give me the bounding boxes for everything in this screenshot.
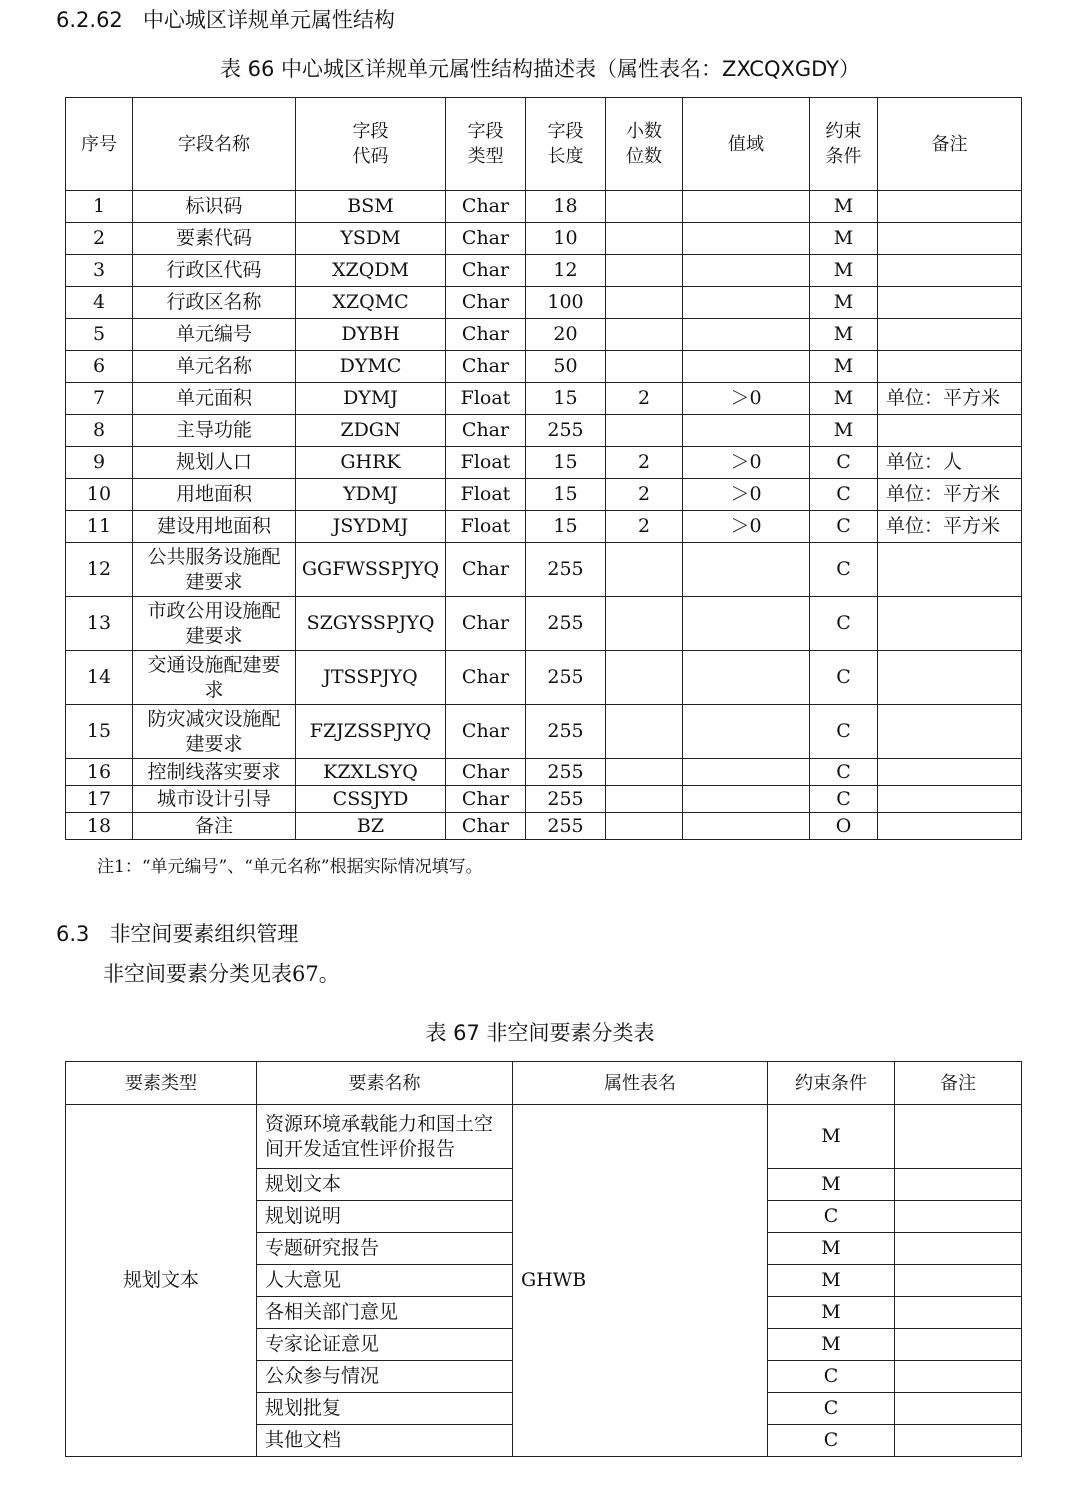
table-row <box>66 813 1022 840</box>
table-cell: 单元面积 <box>133 383 296 415</box>
table-cell: M <box>810 383 878 415</box>
table-row <box>66 511 1022 543</box>
table-cell: 备注 <box>133 813 296 840</box>
table-cell <box>683 415 810 447</box>
table-66-note: 注1：“单元编号”、“单元名称”根据实际情况填写。 <box>97 857 483 877</box>
table-cell: M <box>810 223 878 255</box>
table-cell: 10 <box>526 223 606 255</box>
table-cell: 255 <box>526 651 606 705</box>
table-cell <box>606 319 683 351</box>
table-cell <box>606 651 683 705</box>
remark-cell <box>895 1233 1022 1265</box>
header-cell: 字段名称 <box>133 98 296 191</box>
header-cell: 备注 <box>895 1062 1022 1105</box>
table-row <box>66 383 1022 415</box>
table-cell <box>683 287 810 319</box>
paragraph: 非空间要素分类见表67。 <box>103 962 340 986</box>
table-cell: C <box>810 511 878 543</box>
element-name-cell: 人大意见 <box>257 1265 513 1297</box>
table-cell <box>878 597 1022 651</box>
table-cell: 17 <box>66 786 133 813</box>
table-cell <box>606 543 683 597</box>
table-cell: 18 <box>526 191 606 223</box>
header-cell: 约束条件 <box>768 1062 895 1105</box>
table-67-header-row <box>66 1062 1022 1105</box>
header-cell: 要素类型 <box>66 1062 257 1105</box>
table-cell: 单位：平方米 <box>878 511 1022 543</box>
table-cell <box>683 786 810 813</box>
header-cell: 约束条件 <box>810 98 878 191</box>
table-cell: ZDGN <box>296 415 446 447</box>
table-cell: GHRK <box>296 447 446 479</box>
table-cell: 14 <box>66 651 133 705</box>
table-cell: C <box>810 651 878 705</box>
table-row <box>66 255 1022 287</box>
table-cell <box>878 786 1022 813</box>
table-cell: CSSJYD <box>296 786 446 813</box>
table-cell: M <box>810 319 878 351</box>
table-cell <box>683 255 810 287</box>
table-cell: 单元名称 <box>133 351 296 383</box>
table-row <box>66 543 1022 597</box>
table-cell <box>683 759 810 786</box>
header-cell: 要素名称 <box>257 1062 513 1105</box>
element-name-cell: 专题研究报告 <box>257 1233 513 1265</box>
constraint-cell: C <box>768 1425 895 1457</box>
table-cell: YSDM <box>296 223 446 255</box>
remark-cell <box>895 1297 1022 1329</box>
table-cell <box>878 705 1022 759</box>
table-cell: Char <box>446 287 526 319</box>
table-cell <box>606 351 683 383</box>
table-cell <box>606 759 683 786</box>
remark-cell <box>895 1393 1022 1425</box>
element-name-cell: 其他文档 <box>257 1425 513 1457</box>
table-cell <box>606 223 683 255</box>
attribute-table-name-cell: GHWB <box>513 1105 768 1457</box>
table-cell: BSM <box>296 191 446 223</box>
table-cell: 255 <box>526 415 606 447</box>
table-row <box>66 319 1022 351</box>
remark-cell <box>895 1329 1022 1361</box>
constraint-cell: C <box>768 1361 895 1393</box>
table-cell: 255 <box>526 597 606 651</box>
element-name-cell: 专家论证意见 <box>257 1329 513 1361</box>
table-cell: YDMJ <box>296 479 446 511</box>
table-cell: 15 <box>526 511 606 543</box>
table-cell: Char <box>446 597 526 651</box>
table-cell: Char <box>446 651 526 705</box>
header-cell: 序号 <box>66 98 133 191</box>
table-cell: 城市设计引导 <box>133 786 296 813</box>
remark-cell <box>895 1425 1022 1457</box>
table-cell: Char <box>446 351 526 383</box>
element-name-cell: 规划文本 <box>257 1169 513 1201</box>
table-cell: 50 <box>526 351 606 383</box>
table-cell <box>606 597 683 651</box>
table-cell: 100 <box>526 287 606 319</box>
constraint-cell: M <box>768 1105 895 1169</box>
constraint-cell: M <box>768 1329 895 1361</box>
remark-cell <box>895 1201 1022 1233</box>
table-row <box>66 415 1022 447</box>
table-cell <box>606 813 683 840</box>
table-cell: JSYDMJ <box>296 511 446 543</box>
table-cell: 2 <box>66 223 133 255</box>
table-cell: BZ <box>296 813 446 840</box>
header-cell: 备注 <box>878 98 1022 191</box>
table-cell <box>878 759 1022 786</box>
table-cell <box>683 813 810 840</box>
table-cell: DYBH <box>296 319 446 351</box>
section-number: 6.2.62 <box>56 8 123 32</box>
table-cell: GGFWSSPJYQ <box>296 543 446 597</box>
table-cell: DYMC <box>296 351 446 383</box>
table-cell: 市政公用设施配建要求 <box>133 597 296 651</box>
table-66 <box>65 97 1022 840</box>
table-cell: M <box>810 191 878 223</box>
table-cell: 8 <box>66 415 133 447</box>
table-cell: 5 <box>66 319 133 351</box>
table-cell: 1 <box>66 191 133 223</box>
constraint-cell: M <box>768 1297 895 1329</box>
table-row <box>66 191 1022 223</box>
table-cell: Char <box>446 705 526 759</box>
table-cell: 15 <box>526 479 606 511</box>
table-row <box>66 597 1022 651</box>
table-cell: 10 <box>66 479 133 511</box>
section-title: 中心城区详规单元属性结构 <box>142 8 395 32</box>
remark-cell <box>895 1105 1022 1169</box>
table-cell: DYMJ <box>296 383 446 415</box>
table-cell <box>878 255 1022 287</box>
section-title: 非空间要素组织管理 <box>109 922 299 946</box>
table-cell: 主导功能 <box>133 415 296 447</box>
table-cell: SZGYSSPJYQ <box>296 597 446 651</box>
table-cell: ＞0 <box>683 479 810 511</box>
table-cell: 3 <box>66 255 133 287</box>
table-cell <box>878 415 1022 447</box>
table-cell <box>878 287 1022 319</box>
table-cell <box>878 813 1022 840</box>
table-cell: JTSSPJYQ <box>296 651 446 705</box>
table-cell: 7 <box>66 383 133 415</box>
table-cell: 单位：平方米 <box>878 479 1022 511</box>
table-cell <box>606 191 683 223</box>
table-cell <box>683 319 810 351</box>
table-cell: 2 <box>606 447 683 479</box>
table-67-caption: 表 67 非空间要素分类表 <box>425 1021 655 1045</box>
table-cell: 规划人口 <box>133 447 296 479</box>
table-cell: M <box>810 415 878 447</box>
table-cell <box>683 191 810 223</box>
table-cell: M <box>810 255 878 287</box>
table-cell: 行政区代码 <box>133 255 296 287</box>
table-cell: C <box>810 597 878 651</box>
table-cell: 2 <box>606 479 683 511</box>
table-cell: XZQDM <box>296 255 446 287</box>
table-cell <box>878 319 1022 351</box>
table-cell: Float <box>446 447 526 479</box>
header-cell: 字段长度 <box>526 98 606 191</box>
table-cell <box>606 415 683 447</box>
section-heading-6-2-62 <box>56 4 395 34</box>
table-cell: Char <box>446 191 526 223</box>
table-cell: ＞0 <box>683 447 810 479</box>
table-cell: Char <box>446 223 526 255</box>
table-row <box>66 786 1022 813</box>
table-row <box>66 479 1022 511</box>
table-cell: 6 <box>66 351 133 383</box>
element-name-cell: 公众参与情况 <box>257 1361 513 1393</box>
table-cell <box>683 651 810 705</box>
table-cell <box>683 597 810 651</box>
remark-cell <box>895 1265 1022 1297</box>
table-cell <box>606 705 683 759</box>
table-cell: C <box>810 447 878 479</box>
table-row <box>66 287 1022 319</box>
table-cell: Char <box>446 813 526 840</box>
element-name-cell: 规划批复 <box>257 1393 513 1425</box>
header-cell: 字段代码 <box>296 98 446 191</box>
table-cell: 255 <box>526 759 606 786</box>
table-cell: 单元编号 <box>133 319 296 351</box>
table-cell: Char <box>446 255 526 287</box>
table-cell <box>878 223 1022 255</box>
table-cell: C <box>810 543 878 597</box>
table-cell: ＞0 <box>683 511 810 543</box>
table-cell: O <box>810 813 878 840</box>
table-cell: 要素代码 <box>133 223 296 255</box>
constraint-cell: C <box>768 1393 895 1425</box>
table-cell: 255 <box>526 543 606 597</box>
header-cell: 值域 <box>683 98 810 191</box>
table-cell: 建设用地面积 <box>133 511 296 543</box>
table-cell: 18 <box>66 813 133 840</box>
table-row <box>66 223 1022 255</box>
table-cell: 2 <box>606 511 683 543</box>
table-cell: 12 <box>526 255 606 287</box>
table-cell: 255 <box>526 813 606 840</box>
table-cell: 用地面积 <box>133 479 296 511</box>
table-row <box>66 759 1022 786</box>
table-cell: 15 <box>526 447 606 479</box>
table-cell: 20 <box>526 319 606 351</box>
table-cell: Char <box>446 543 526 597</box>
table-cell: 16 <box>66 759 133 786</box>
table-row <box>66 1105 1022 1169</box>
table-cell: 控制线落实要求 <box>133 759 296 786</box>
remark-cell <box>895 1361 1022 1393</box>
table-cell: M <box>810 287 878 319</box>
table-cell <box>606 287 683 319</box>
header-cell: 属性表名 <box>513 1062 768 1105</box>
table-row <box>66 705 1022 759</box>
table-cell: 15 <box>66 705 133 759</box>
element-name-cell: 资源环境承载能力和国土空间开发适宜性评价报告 <box>257 1105 513 1169</box>
table-66-header-row <box>66 98 1022 191</box>
table-cell: 255 <box>526 705 606 759</box>
table-cell: 2 <box>606 383 683 415</box>
constraint-cell: M <box>768 1233 895 1265</box>
table-cell: M <box>810 351 878 383</box>
header-cell: 小数位数 <box>606 98 683 191</box>
table-cell <box>606 786 683 813</box>
table-cell: Char <box>446 319 526 351</box>
constraint-cell: M <box>768 1265 895 1297</box>
table-cell: C <box>810 705 878 759</box>
table-cell: C <box>810 759 878 786</box>
section-number: 6.3 <box>56 922 90 946</box>
table-cell: C <box>810 479 878 511</box>
table-cell: 13 <box>66 597 133 651</box>
table-cell: Float <box>446 383 526 415</box>
table-cell <box>683 543 810 597</box>
table-cell: 防灾减灾设施配建要求 <box>133 705 296 759</box>
table-row <box>66 651 1022 705</box>
table-cell: Char <box>446 786 526 813</box>
table-cell: XZQMC <box>296 287 446 319</box>
table-cell: 12 <box>66 543 133 597</box>
table-cell <box>683 705 810 759</box>
table-cell: 11 <box>66 511 133 543</box>
element-type-cell: 规划文本 <box>66 1105 257 1457</box>
table-cell: 单位：平方米 <box>878 383 1022 415</box>
table-cell <box>878 543 1022 597</box>
table-row <box>66 447 1022 479</box>
constraint-cell: C <box>768 1201 895 1233</box>
table-cell <box>878 351 1022 383</box>
element-name-cell: 各相关部门意见 <box>257 1297 513 1329</box>
table-cell: KZXLSYQ <box>296 759 446 786</box>
table-cell: Char <box>446 759 526 786</box>
table-row <box>66 351 1022 383</box>
table-cell <box>878 191 1022 223</box>
table-cell: 行政区名称 <box>133 287 296 319</box>
table-67 <box>65 1061 1022 1457</box>
table-cell: Float <box>446 479 526 511</box>
table-cell: Float <box>446 511 526 543</box>
table-cell: 公共服务设施配建要求 <box>133 543 296 597</box>
table-cell: Char <box>446 415 526 447</box>
table-cell: 4 <box>66 287 133 319</box>
table-cell <box>683 223 810 255</box>
constraint-cell: M <box>768 1169 895 1201</box>
table-cell: 9 <box>66 447 133 479</box>
table-cell: 单位：人 <box>878 447 1022 479</box>
table-cell <box>606 255 683 287</box>
table-cell <box>683 351 810 383</box>
remark-cell <box>895 1169 1022 1201</box>
element-name-cell: 规划说明 <box>257 1201 513 1233</box>
table-cell <box>878 651 1022 705</box>
table-cell: 15 <box>526 383 606 415</box>
table-cell: 标识码 <box>133 191 296 223</box>
header-cell: 字段类型 <box>446 98 526 191</box>
section-heading-6-3 <box>56 918 298 948</box>
table-cell: 255 <box>526 786 606 813</box>
table-cell: ＞0 <box>683 383 810 415</box>
table-66-caption: 表 66 中心城区详规单元属性结构描述表（属性表名：ZXCQXGDY） <box>219 57 861 81</box>
table-cell: 交通设施配建要求 <box>133 651 296 705</box>
table-cell: C <box>810 786 878 813</box>
table-cell: FZJZSSPJYQ <box>296 705 446 759</box>
